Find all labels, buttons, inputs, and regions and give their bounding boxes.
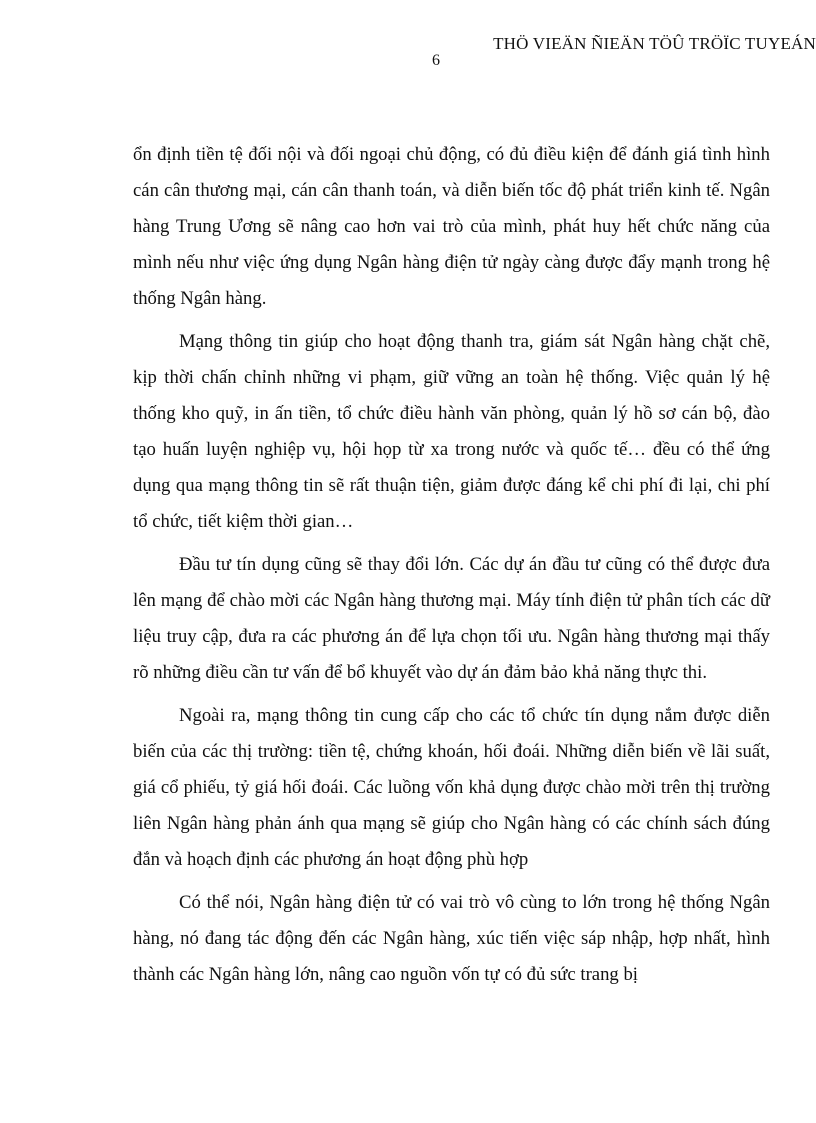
page-number: 6 bbox=[432, 52, 440, 69]
document-body bbox=[133, 137, 770, 1000]
paragraph-2: Mạng thông tin giúp cho hoạt động thanh tra, giám sát Ngân hàng chặt chẽ, kịp thời chấn chỉnh những vi phạm, giữ vững an toàn hệ thống. Việc quản lý hệ thống kho quỹ, in ấn tiền, tổ chức điều hành văn phòng, quản lý hồ sơ cán bộ, đào tạo huấn luyện nghiệp vụ, hội họp từ xa trong nước và quốc tế… đều có thể ứng dụng qua mạng thông tin sẽ rất thuận tiện, giảm được đáng kể chi phí đi lại, chi phí tổ chức, tiết kiệm thời gian… bbox=[133, 331, 770, 532]
paragraph-3: Đầu tư tín dụng cũng sẽ thay đổi lớn. Các dự án đầu tư cũng có thể được đưa lên mạng để chào mời các Ngân hàng thương mại. Máy tính điện tử phân tích các dữ liệu truy cập, đưa ra các phương án để lựa chọn tối ưu. Ngân hàng thương mại thấy rõ những điều cần tư vấn để bổ khuyết vào dự án đảm bảo khả năng thực thi. bbox=[133, 554, 770, 683]
paragraph-5: Có thể nói, Ngân hàng điện tử có vai trò vô cùng to lớn trong hệ thống Ngân hàng, nó đang tác động đến các Ngân hàng, xúc tiến việc sáp nhập, hợp nhất, hình thành các Ngân hàng lớn, nâng cao nguồn vốn tự có đủ sức trang bị bbox=[133, 892, 770, 985]
paragraph-4: Ngoài ra, mạng thông tin cung cấp cho các tổ chức tín dụng nắm được diễn biến của các thị trường: tiền tệ, chứng khoán, hối đoái. Những diễn biến về lãi suất, giá cổ phiếu, tỷ giá hối đoái. Các luồng vốn khả dụng được chào mời trên thị trường liên Ngân hàng phản ánh qua mạng sẽ giúp cho Ngân hàng có các chính sách đúng đắn và hoạch định các phương án hoạt động phù hợp bbox=[133, 705, 770, 870]
running-header: THÖ VIEÄN ÑIEÄN TÖÛ TRÖÏC TUYEÁN bbox=[493, 34, 816, 53]
paragraph-1: ổn định tiền tệ đối nội và đối ngoại chủ động, có đủ điều kiện để đánh giá tình hình cán cân thương mại, cán cân thanh toán, và diễn biến tốc độ phát triển kinh tế. Ngân hàng Trung Ương sẽ nâng cao hơn vai trò của mình, phát huy hết chức năng của mình nếu như việc ứng dụng Ngân hàng điện tử ngày càng được đẩy mạnh trong hệ thống Ngân hàng. bbox=[133, 144, 770, 309]
